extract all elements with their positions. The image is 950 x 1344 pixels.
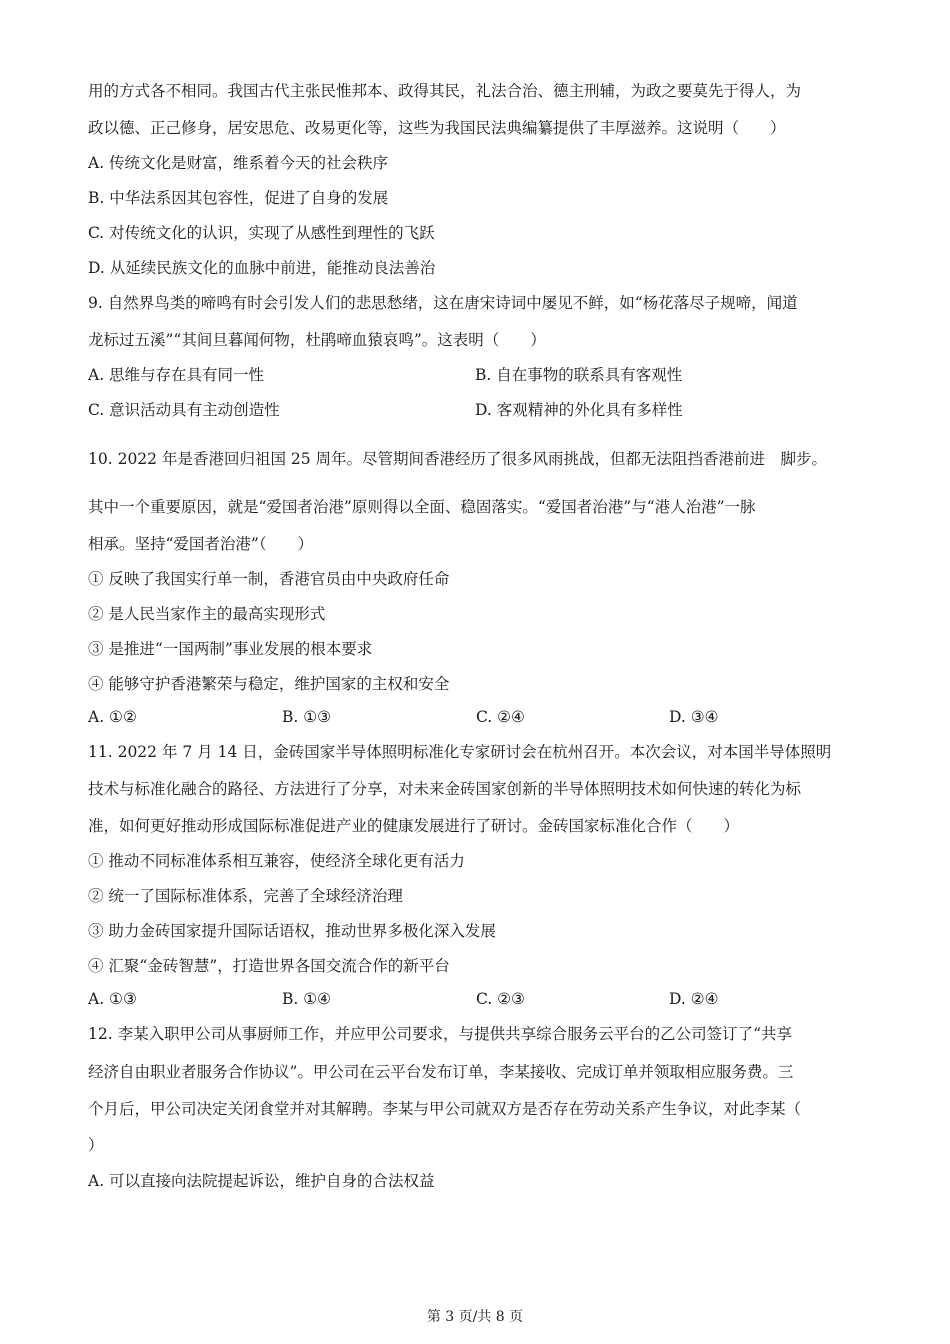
q12-stem-line-2: 经济自由职业者服务合作协议”。甲公司在云平台发布订单，李某接收、完成订单并领取相应服务费。三 [88, 1063, 794, 1081]
q8-option-b: B. 中华法系因其包容性，促进了自身的发展 [88, 189, 389, 207]
q8-stem-line-2: 政以德、正己修身，居安思危、改易更化等，这些为我国民法典编纂提供了丰厚滋养。这说明（ ） [88, 119, 786, 137]
q10-item-1: ① 反映了我国实行单一制，香港官员由中央政府任命 [88, 570, 450, 588]
q10-option-b: B. ①③ [282, 708, 332, 726]
q9-stem-line-1: 9. 自然界鸟类的啼鸣有时会引发人们的悲思愁绪，这在唐宋诗词中屡见不鲜，如“杨花落尽子规啼，闻道 [88, 294, 798, 312]
q8-option-d: D. 从延续民族文化的血脉中前进，能推动良法善治 [88, 259, 436, 277]
q10-item-4: ④ 能够守护香港繁荣与稳定，维护国家的主权和安全 [88, 675, 450, 693]
q9-option-c: C. 意识活动具有主动创造性 [88, 401, 280, 419]
q9-option-a: A. 思维与存在具有同一性 [88, 366, 265, 384]
q11-stem-line-3: 准，如何更好推动形成国际标准促进产业的健康发展进行了研讨。金砖国家标准化合作（ ） [88, 817, 740, 835]
q11-stem-line-2: 技术与标准化融合的路径、方法进行了分享，对未来金砖国家创新的半导体照明技术如何快速的转化为标 [88, 780, 802, 798]
q12-stem-line-4: ） [88, 1136, 104, 1154]
q12-stem-line-1: 12. 李某入职甲公司从事厨师工作，并应甲公司要求，与提供共享综合服务云平台的乙公司签订了“共享 [88, 1025, 793, 1043]
q10-item-2: ② 是人民当家作主的最高实现形式 [88, 605, 326, 623]
q8-option-c: C. 对传统文化的认识，实现了从感性到理性的飞跃 [88, 224, 435, 242]
q8-stem-line-1: 用的方式各不相同。我国古代主张民惟邦本、政得其民，礼法合治、德主刑辅，为政之要莫先于得人，为 [88, 82, 802, 100]
q11-option-d: D. ②④ [669, 990, 719, 1008]
q11-stem-line-1: 11. 2022 年 7 月 14 日，金砖国家半导体照明标准化专家研讨会在杭州召开。本次会议，对本国半导体照明 [88, 743, 832, 761]
q11-item-3: ③ 助力金砖国家提升国际话语权，推动世界多极化深入发展 [88, 922, 496, 940]
q10-option-c: C. ②④ [476, 708, 525, 726]
q10-option-a: A. ①② [88, 708, 137, 726]
q11-option-b: B. ①④ [282, 990, 332, 1008]
q9-option-d: D. 客观精神的外化具有多样性 [475, 401, 683, 419]
q8-option-a: A. 传统文化是财富，维系着今天的社会秩序 [88, 154, 389, 172]
q10-stem-line-3: 相承。坚持“爱国者治港”（ ） [88, 535, 314, 553]
q10-item-3: ③ 是推进“一国两制”事业发展的根本要求 [88, 640, 373, 658]
q12-stem-line-3: 个月后，甲公司决定关闭食堂并对其解聘。李某与甲公司就双方是否存在劳动关系产生争议，对此李某（ [88, 1100, 802, 1118]
q9-option-b: B. 自在事物的联系具有客观性 [475, 366, 683, 384]
q11-item-4: ④ 汇聚“金砖智慧”，打造世界各国交流合作的新平台 [88, 957, 450, 975]
q11-item-2: ② 统一了国际标准体系，完善了全球经济治理 [88, 887, 403, 905]
q11-option-c: C. ②③ [476, 990, 525, 1008]
q10-stem-line-1: 10. 2022 年是香港回归祖国 25 周年。尽管期间香港经历了很多风雨挑战，但都无法阻挡香港前进 脚步。 [88, 450, 828, 468]
q10-stem-line-2: 其中一个重要原因，就是“爱国者治港”原则得以全面、稳固落实。“爱国者治港”与“港人治港”一脉 [88, 498, 756, 516]
q12-option-a: A. 可以直接向法院提起诉讼，维护自身的合法权益 [88, 1172, 435, 1190]
q11-item-1: ① 推动不同标准体系相互兼容，使经济全球化更有活力 [88, 852, 465, 870]
q9-stem-line-2: 龙标过五溪”“其间旦暮闻何物，杜鹃啼血猿哀鸣”。这表明（ ） [88, 331, 546, 349]
q11-option-a: A. ①③ [88, 990, 137, 1008]
page-number: 第 3 页/共 8 页 [426, 1309, 524, 1325]
q10-option-d: D. ③④ [669, 708, 719, 726]
